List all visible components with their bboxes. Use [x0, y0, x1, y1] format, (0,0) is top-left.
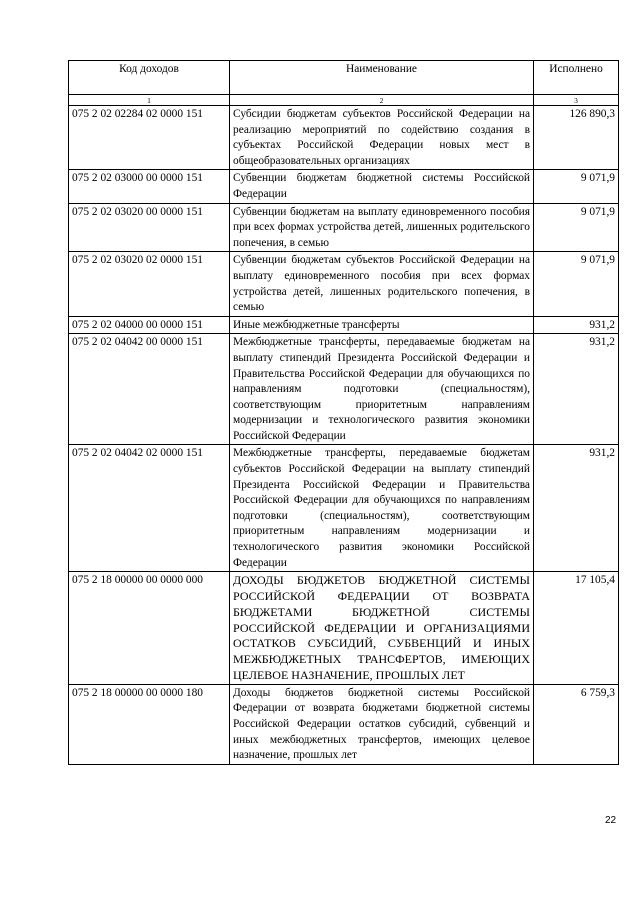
page-number: 22 [605, 815, 617, 826]
revenue-name-cell: Субвенции бюджетам на выплату единовременного пособия при всех формах устройства детей, лишенных родительского попечения, в семью [230, 203, 534, 252]
table-row [69, 572, 619, 685]
table-row [69, 252, 619, 316]
executed-amount-cell: 17 105,4 [534, 572, 619, 685]
revenue-name-cell: Иные межбюджетные трансферты [230, 316, 534, 334]
revenue-code-cell: 075 2 02 03000 00 0000 151 [69, 170, 230, 203]
executed-amount-cell: 931,2 [534, 445, 619, 572]
header-sum: Исполнено [534, 61, 619, 95]
table-row [69, 316, 619, 334]
column-number-2: 2 [230, 95, 534, 106]
table-row [69, 684, 619, 764]
executed-amount-cell: 9 071,9 [534, 170, 619, 203]
revenue-name-cell: ДОХОДЫ БЮДЖЕТОВ БЮДЖЕТНОЙ СИСТЕМЫ РОССИЙСКОЙ ФЕДЕРАЦИИ ОТ ВОЗВРАТА БЮДЖЕТАМИ БЮДЖЕТНОЙ СИСТЕМЫ РОССИЙСКОЙ ФЕДЕРАЦИИ И ОРГАНИЗАЦИЯМИ ОСТАТКОВ СУБСИДИЙ, СУБВЕНЦИЙ И ИНЫХ МЕЖБЮДЖЕТНЫХ ТРАНСФЕРТОВ, ИМЕЮЩИХ ЦЕЛЕВОЕ НАЗНАЧЕНИЕ, ПРОШЛЫХ ЛЕТ [230, 572, 534, 685]
table-body [69, 106, 619, 765]
executed-amount-cell: 9 071,9 [534, 252, 619, 316]
revenue-table [68, 60, 619, 765]
revenue-code-cell: 075 2 18 00000 00 0000 000 [69, 572, 230, 685]
executed-amount-cell: 931,2 [534, 334, 619, 445]
column-number-3: 3 [534, 95, 619, 106]
revenue-code-cell: 075 2 02 04042 00 0000 151 [69, 334, 230, 445]
header-row [69, 61, 619, 95]
revenue-code-cell: 075 2 18 00000 00 0000 180 [69, 684, 230, 764]
executed-amount-cell: 6 759,3 [534, 684, 619, 764]
table-row [69, 203, 619, 252]
table-row [69, 445, 619, 572]
revenue-code-cell: 075 2 02 04000 00 0000 151 [69, 316, 230, 334]
revenue-code-cell: 075 2 02 03020 00 0000 151 [69, 203, 230, 252]
revenue-name-cell: Субвенции бюджетам субъектов Российской Федерации на выплату единовременного пособия при всех формах устройства детей, лишенных родительского попечения, в семью [230, 252, 534, 316]
executed-amount-cell: 931,2 [534, 316, 619, 334]
table-row [69, 106, 619, 170]
header-code: Код доходов [69, 61, 230, 95]
revenue-name-cell: Субвенции бюджетам бюджетной системы Российской Федерации [230, 170, 534, 203]
executed-amount-cell: 126 890,3 [534, 106, 619, 170]
header-name: Наименование [230, 61, 534, 95]
column-number-row [69, 95, 619, 106]
revenue-name-cell: Субсидии бюджетам субъектов Российской Федерации на реализацию мероприятий по содействию создания в субъектах Российской Федерации новых мест в общеобразовательных организациях [230, 106, 534, 170]
column-number-1: 1 [69, 95, 230, 106]
revenue-code-cell: 075 2 02 04042 02 0000 151 [69, 445, 230, 572]
executed-amount-cell: 9 071,9 [534, 203, 619, 252]
table-row [69, 170, 619, 203]
revenue-name-cell: Межбюджетные трансферты, передаваемые бюджетам на выплату стипендий Президента Российской Федерации и Правительства Российской Федерации для обучающихся по направлениям подготовки (специальностям), соответствующим приоритетным направлениям модернизации и технологического развития экономики Российской Федерации [230, 334, 534, 445]
revenue-name-cell: Доходы бюджетов бюджетной системы Российской Федерации от возврата бюджетами бюджетной системы Российской Федерации остатков субсидий, субвенций и иных межбюджетных трансфертов, имеющих целевое назначение, прошлых лет [230, 684, 534, 764]
revenue-code-cell: 075 2 02 03020 02 0000 151 [69, 252, 230, 316]
revenue-code-cell: 075 2 02 02284 02 0000 151 [69, 106, 230, 170]
table-row [69, 334, 619, 445]
revenue-name-cell: Межбюджетные трансферты, передаваемые бюджетам субъектов Российской Федерации на выплату стипендий Президента Российской Федерации и Правительства Российской Федерации для обучающихся по направлениям подготовки (специальностям), соответствующим приоритетным направлениям модернизации и технологического развития экономики Российской Федерации [230, 445, 534, 572]
